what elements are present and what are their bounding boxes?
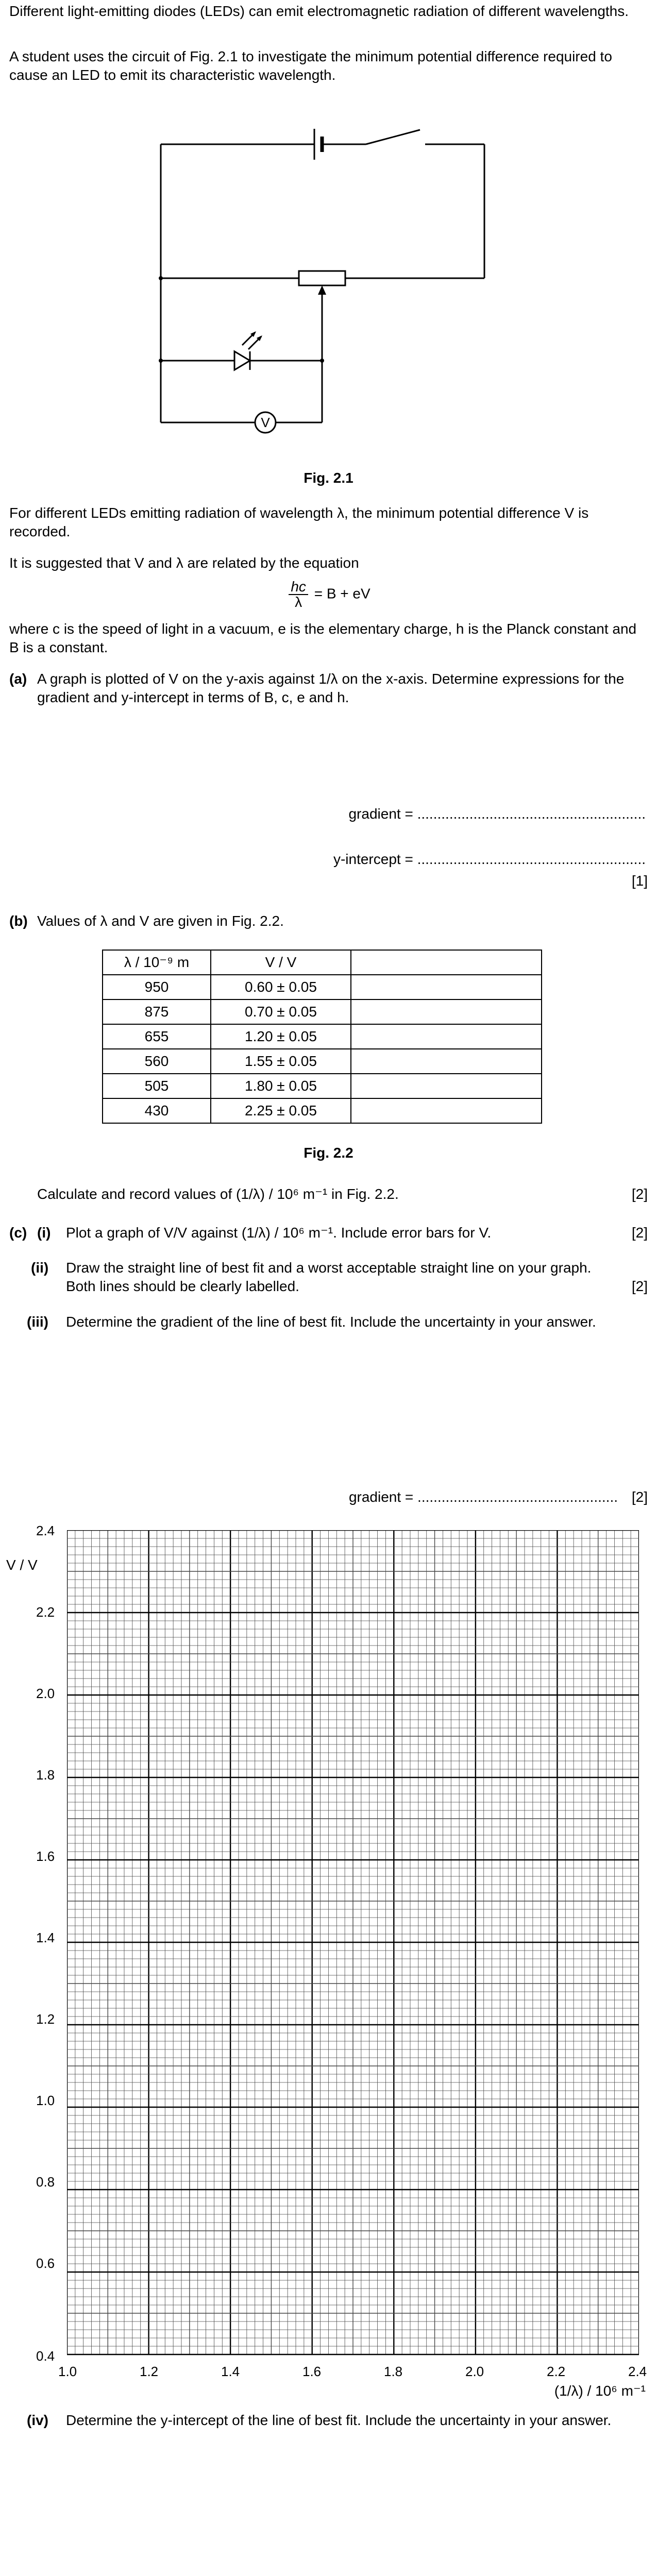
graph-x-axis-label: (1/λ) / 10⁶ m⁻¹ bbox=[554, 2383, 646, 2399]
x-tick: 1.4 bbox=[221, 2364, 240, 2379]
table-row bbox=[103, 1098, 542, 1123]
table-row bbox=[103, 1024, 542, 1049]
y-tick: 1.4 bbox=[36, 1930, 55, 1945]
cell-voltage: 0.60 ± 0.05 bbox=[211, 975, 351, 999]
answer-intercept-a[interactable]: y-intercept = ......................................................... bbox=[333, 851, 646, 867]
question-c-iv-text: Determine the y-intercept of the line of best fit. Include the uncertainty in your answer. bbox=[66, 2412, 612, 2428]
equation-numerator: hc bbox=[289, 580, 308, 595]
cell-wavelength: 875 bbox=[103, 999, 211, 1024]
circuit-diagram bbox=[149, 113, 510, 453]
intro-paragraph-1: Different light-emitting diodes (LEDs) can emit electromagnetic radiation of different wavelengths. bbox=[9, 3, 629, 19]
cell-wavelength: 430 bbox=[103, 1098, 211, 1123]
equation-rhs: = B + eV bbox=[314, 585, 370, 602]
y-tick: 1.8 bbox=[36, 1767, 55, 1783]
y-tick: 2.4 bbox=[36, 1523, 55, 1538]
x-tick: 2.0 bbox=[465, 2364, 484, 2379]
answer-gradient-c[interactable]: gradient = .................................................. bbox=[348, 1489, 618, 1505]
table-row bbox=[103, 1074, 542, 1098]
cell-answer[interactable] bbox=[351, 1049, 542, 1074]
mark-c-i: [2] bbox=[631, 1225, 648, 1241]
graph-grid[interactable] bbox=[67, 1530, 639, 2360]
question-c-iii-text: Determine the gradient of the line of best fit. Include the uncertainty in your answer. bbox=[66, 1314, 596, 1330]
header-inverse-wavelength[interactable] bbox=[351, 950, 542, 975]
mark-c-iii: [2] bbox=[631, 1489, 648, 1505]
cell-voltage: 1.80 ± 0.05 bbox=[211, 1074, 351, 1098]
cell-voltage: 1.55 ± 0.05 bbox=[211, 1049, 351, 1074]
paragraph-definitions: where c is the speed of light in a vacuum, e is the elementary charge, h is the Planck constant and B is a constant. bbox=[9, 621, 637, 655]
table-row bbox=[103, 1049, 542, 1074]
cell-wavelength: 505 bbox=[103, 1074, 211, 1098]
question-a-text: A graph is plotted of V on the y-axis against 1/λ on the x-axis. Determine expressions for the gradient and y-intercept in terms of B, c, e and h. bbox=[37, 671, 625, 705]
y-tick: 1.6 bbox=[36, 1849, 55, 1864]
mark-b: [2] bbox=[631, 1186, 648, 1202]
cell-answer[interactable] bbox=[351, 1074, 542, 1098]
slider-arrow bbox=[318, 285, 326, 295]
cell-answer[interactable] bbox=[351, 999, 542, 1024]
table-row bbox=[103, 975, 542, 999]
fig21-caption: Fig. 2.1 bbox=[304, 470, 353, 486]
x-tick: 1.0 bbox=[58, 2364, 77, 2379]
cell-wavelength: 950 bbox=[103, 975, 211, 999]
paragraph-wavelength: For different LEDs emitting radiation of wavelength λ, the minimum potential difference V is recorded. bbox=[9, 505, 589, 539]
y-tick: 1.0 bbox=[36, 2093, 55, 2108]
fig22-caption: Fig. 2.2 bbox=[304, 1145, 353, 1161]
cell-wavelength: 655 bbox=[103, 1024, 211, 1049]
question-c-label: (c) bbox=[9, 1225, 27, 1241]
question-c-ii-text: Draw the straight line of best fit and a worst acceptable straight line on your graph. Both lines should be clearly labelled. bbox=[66, 1260, 592, 1294]
question-c-iv-label: (iv) bbox=[27, 2412, 48, 2428]
rheostat bbox=[299, 271, 345, 285]
x-tick: 1.6 bbox=[302, 2364, 322, 2379]
cell-voltage: 0.70 ± 0.05 bbox=[211, 999, 351, 1024]
cell-answer[interactable] bbox=[351, 1024, 542, 1049]
graph-y-axis-label: V / V bbox=[6, 1557, 38, 1573]
y-tick: 0.8 bbox=[36, 2174, 55, 2190]
data-table bbox=[102, 950, 542, 1124]
x-tick: 2.4 bbox=[628, 2364, 647, 2379]
question-a-label: (a) bbox=[9, 671, 27, 687]
question-c-i-text: Plot a graph of V/V against (1/λ) / 10⁶ m⁻¹. Include error bars for V. bbox=[66, 1225, 492, 1241]
mark-a: [1] bbox=[631, 873, 648, 889]
x-tick: 2.2 bbox=[547, 2364, 566, 2379]
header-wavelength: λ / 10⁻⁹ m bbox=[103, 950, 211, 975]
cell-wavelength: 560 bbox=[103, 1049, 211, 1074]
header-voltage: V / V bbox=[211, 950, 351, 975]
y-tick: 0.4 bbox=[36, 2348, 55, 2364]
mark-c-ii: [2] bbox=[631, 1278, 648, 1294]
cell-answer[interactable] bbox=[351, 1098, 542, 1123]
intro-paragraph-2: A student uses the circuit of Fig. 2.1 to investigate the minimum potential difference required to cause an LED to emit its characteristic wavelength. bbox=[9, 48, 612, 83]
table-row bbox=[103, 999, 542, 1024]
question-b-label: (b) bbox=[9, 913, 28, 929]
cell-voltage: 2.25 ± 0.05 bbox=[211, 1098, 351, 1123]
x-tick: 1.2 bbox=[140, 2364, 159, 2379]
question-c-i-label: (i) bbox=[37, 1225, 51, 1241]
equation bbox=[0, 580, 657, 609]
y-tick: 0.6 bbox=[36, 2256, 55, 2271]
equation-denominator: λ bbox=[295, 594, 302, 610]
question-b-calc: Calculate and record values of (1/λ) / 10⁶ m⁻¹ in Fig. 2.2. bbox=[37, 1186, 399, 1202]
question-c-iii-label: (iii) bbox=[27, 1314, 48, 1330]
cell-answer[interactable] bbox=[351, 975, 542, 999]
paragraph-equation-intro: It is suggested that V and λ are related by the equation bbox=[9, 555, 359, 571]
y-tick: 2.2 bbox=[36, 1604, 55, 1620]
table-header-row bbox=[103, 950, 542, 975]
voltmeter-label: V bbox=[261, 415, 270, 430]
question-b-text: Values of λ and V are given in Fig. 2.2. bbox=[37, 913, 284, 929]
answer-gradient-a[interactable]: gradient = ......................................................... bbox=[348, 806, 646, 822]
y-tick: 1.2 bbox=[36, 2011, 55, 2027]
question-c-ii-label: (ii) bbox=[31, 1260, 49, 1276]
x-tick: 1.8 bbox=[384, 2364, 403, 2379]
cell-voltage: 1.20 ± 0.05 bbox=[211, 1024, 351, 1049]
switch-lever bbox=[366, 130, 420, 144]
y-tick: 2.0 bbox=[36, 1686, 55, 1701]
